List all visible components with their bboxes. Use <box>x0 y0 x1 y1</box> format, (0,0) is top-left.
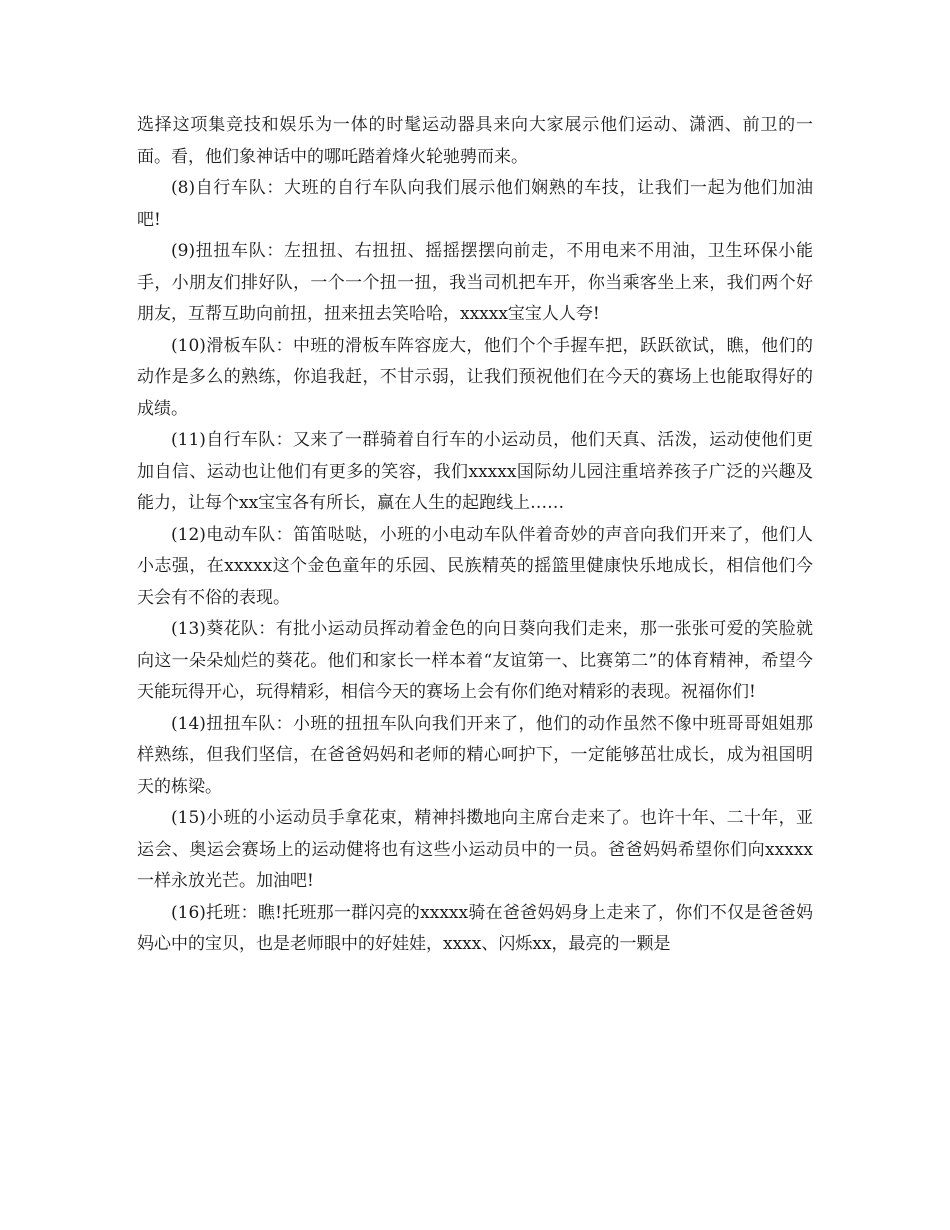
paragraph-item-15: (15)小班的小运动员手拿花束，精神抖擞地向主席台走来了。也许十年、二十年，亚运会、奥运会赛场上的运动健将也有这些小运动员中的一员。爸爸妈妈希望你们向xxxxx一样永放光芒。加油吧! <box>137 808 813 891</box>
paragraph-item-14: (14)扭扭车队：小班的扭扭车队向我们开来了，他们的动作虽然不像中班哥哥姐姐那样熟练，但我们坚信，在爸爸妈妈和老师的精心呵护下，一定能够茁壮成长，成为祖国明天的栋梁。 <box>137 713 813 797</box>
paragraph-item-16: (16)托班：瞧!托班那一群闪亮的xxxxx骑在爸爸妈妈身上走来了，你们不仅是爸爸妈妈心中的宝贝，也是老师眼中的好娃娃，xxxx、闪烁xx，最亮的一颗是 <box>137 902 813 954</box>
paragraph-item-8: (8)自行车队：大班的自行车队向我们展示他们娴熟的车技，让我们一起为他们加油吧! <box>137 178 813 230</box>
paragraph-intro-continuation: 选择这项集竞技和娱乐为一体的时髦运动器具来向大家展示他们运动、潇洒、前卫的一面。看，他们象神话中的哪吒踏着烽火轮驰骋而来。 <box>137 115 813 167</box>
paragraph-item-11: (11)自行车队：又来了一群骑着自行车的小运动员，他们天真、活泼，运动使他们更加自信、运动也让他们有更多的笑容，我们xxxxx国际幼儿园注重培养孩子广泛的兴趣及能力，让每个xx宝宝各有所长，赢在人生的起跑线上…… <box>137 430 813 513</box>
document-body <box>137 110 813 961</box>
paragraph-item-10: (10)滑板车队：中班的滑板车阵容庞大，他们个个手握车把，跃跃欲试，瞧，他们的动作是多么的熟练，你追我赶，不甘示弱，让我们预祝他们在今天的赛场上也能取得好的成绩。 <box>137 335 813 419</box>
paragraph-item-12: (12)电动车队：笛笛哒哒，小班的小电动车队伴着奇妙的声音向我们开来了，他们人小志强，在xxxxx这个金色童年的乐园、民族精英的摇篮里健康快乐地成长，相信他们今天会有不俗的表现。 <box>137 524 813 608</box>
paragraph-item-13: (13)葵花队：有批小运动员挥动着金色的向日葵向我们走来，那一张张可爱的笑脸就向这一朵朵灿烂的葵花。他们和家长一样本着“友谊第一、比赛第二”的体育精神，希望今天能玩得开心，玩得精彩，相信今天的赛场上会有你们绝对精彩的表现。祝福你们! <box>137 619 813 702</box>
paragraph-item-9: (9)扭扭车队：左扭扭、右扭扭、摇摇摆摆向前走，不用电来不用油，卫生环保小能手，小朋友们排好队，一个一个扭一扭，我当司机把车开，你当乘客坐上来，我们两个好朋友，互帮互助向前扭，扭来扭去笑哈哈，xxxxx宝宝人人夸! <box>137 241 813 324</box>
